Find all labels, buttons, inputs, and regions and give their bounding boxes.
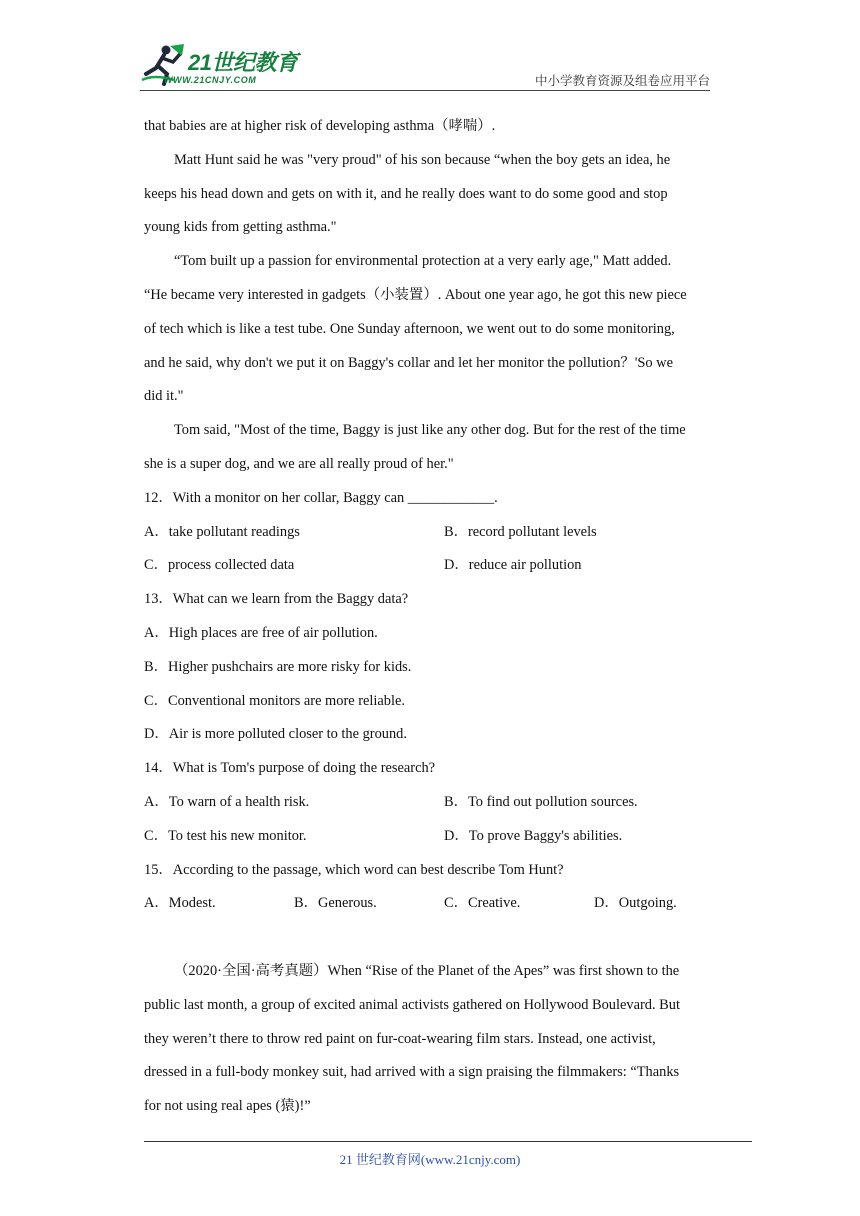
- q14-option-d[interactable]: D．To prove Baggy's abilities.: [444, 827, 623, 844]
- question-14-options-row2: [144, 820, 724, 854]
- passage-line: dressed in a full-body monkey suit, had arrived with a sign praising the filmmakers: “Thanks: [144, 1064, 680, 1081]
- q15-option-c[interactable]: C．Creative.: [444, 895, 521, 912]
- passage-line: and he said, why don't we put it on Baggy's collar and let her monitor the pollution？'So we: [144, 354, 673, 371]
- question-15-options: [144, 887, 724, 921]
- passage-line: “Tom built up a passion for environmental protection at a very early age," Matt added.: [174, 253, 672, 270]
- footer-link[interactable]: 21 世纪教育网(www.21cnjy.com): [339, 1152, 521, 1167]
- q15-option-d[interactable]: D．Outgoing.: [594, 895, 677, 912]
- q13-option-d[interactable]: D．Air is more polluted closer to the ground.: [144, 726, 407, 743]
- q12-option-a[interactable]: A．take pollutant readings: [144, 523, 300, 540]
- passage-line: she is a super dog, and we are all really proud of her.": [144, 455, 454, 472]
- passage-line: Tom said, "Most of the time, Baggy is just like any other dog. But for the rest of the time: [174, 422, 686, 439]
- logo-url: WWW.21CNJY.COM: [164, 75, 257, 85]
- logo-wordmark: 21世纪教育: [188, 50, 298, 75]
- q13-option-b[interactable]: B．Higher pushchairs are more risky for kids.: [144, 658, 412, 675]
- passage-line: “He became very interested in gadgets（小装置）. About one year ago, he got this new piece: [144, 286, 687, 303]
- passage-line: keeps his head down and gets on with it, and he really does want to do some good and stop: [144, 185, 668, 202]
- document-body: [144, 110, 724, 1124]
- question-12-options-row2: [144, 549, 724, 583]
- passage-line: （2020·全国·高考真题）When “Rise of the Planet of the Apes” was first shown to the: [174, 962, 680, 979]
- q14-option-b[interactable]: B．To find out pollution sources.: [444, 793, 638, 810]
- q12-option-d[interactable]: D．reduce air pollution: [444, 557, 582, 574]
- question-15-stem: 15．According to the passage, which word can best describe Tom Hunt?: [144, 861, 564, 878]
- question-13-stem: 13．What can we learn from the Baggy data?: [144, 591, 409, 608]
- passage-line: did it.": [144, 388, 184, 405]
- question-12-stem: 12．With a monitor on her collar, Baggy can ____________.: [144, 489, 498, 506]
- question-14-stem: 14．What is Tom's purpose of doing the research?: [144, 760, 436, 777]
- page-header: [0, 0, 860, 96]
- passage-line: public last month, a group of excited animal activists gathered on Hollywood Boulevard. But: [144, 996, 680, 1013]
- q14-option-c[interactable]: C．To test his new monitor.: [144, 827, 307, 844]
- header-divider: [140, 90, 710, 91]
- q13-option-a[interactable]: A．High places are free of air pollution.: [144, 624, 378, 641]
- section-spacer: [144, 921, 724, 955]
- passage-line: they weren’t there to throw red paint on fur-coat-wearing film stars. Instead, one activist,: [144, 1030, 656, 1047]
- passage-line: that babies are at higher risk of developing asthma（哮喘）.: [144, 118, 496, 134]
- passage-line: for not using real apes (猿)!”: [144, 1098, 311, 1115]
- site-logo[interactable]: [140, 44, 310, 90]
- q12-option-c[interactable]: C．process collected data: [144, 557, 295, 574]
- passage-line: Matt Hunt said he was "very proud" of his son because “when the boy gets an idea, he: [174, 151, 671, 168]
- q12-option-b[interactable]: B．record pollutant levels: [444, 523, 597, 540]
- question-12-options-row1: [144, 516, 724, 550]
- q15-option-b[interactable]: B．Generous.: [294, 895, 377, 912]
- q14-option-a[interactable]: A．To warn of a health risk.: [144, 793, 310, 810]
- q15-option-a[interactable]: A．Modest.: [144, 895, 216, 912]
- question-14-options-row1: [144, 786, 724, 820]
- q13-option-c[interactable]: C．Conventional monitors are more reliable.: [144, 692, 405, 709]
- footer-divider: [144, 1141, 752, 1142]
- passage-line: of tech which is like a test tube. One Sunday afternoon, we went out to do some monitoring,: [144, 320, 675, 337]
- passage-line: young kids from getting asthma.": [144, 219, 337, 236]
- platform-title: 中小学教育资源及组卷应用平台: [534, 73, 710, 88]
